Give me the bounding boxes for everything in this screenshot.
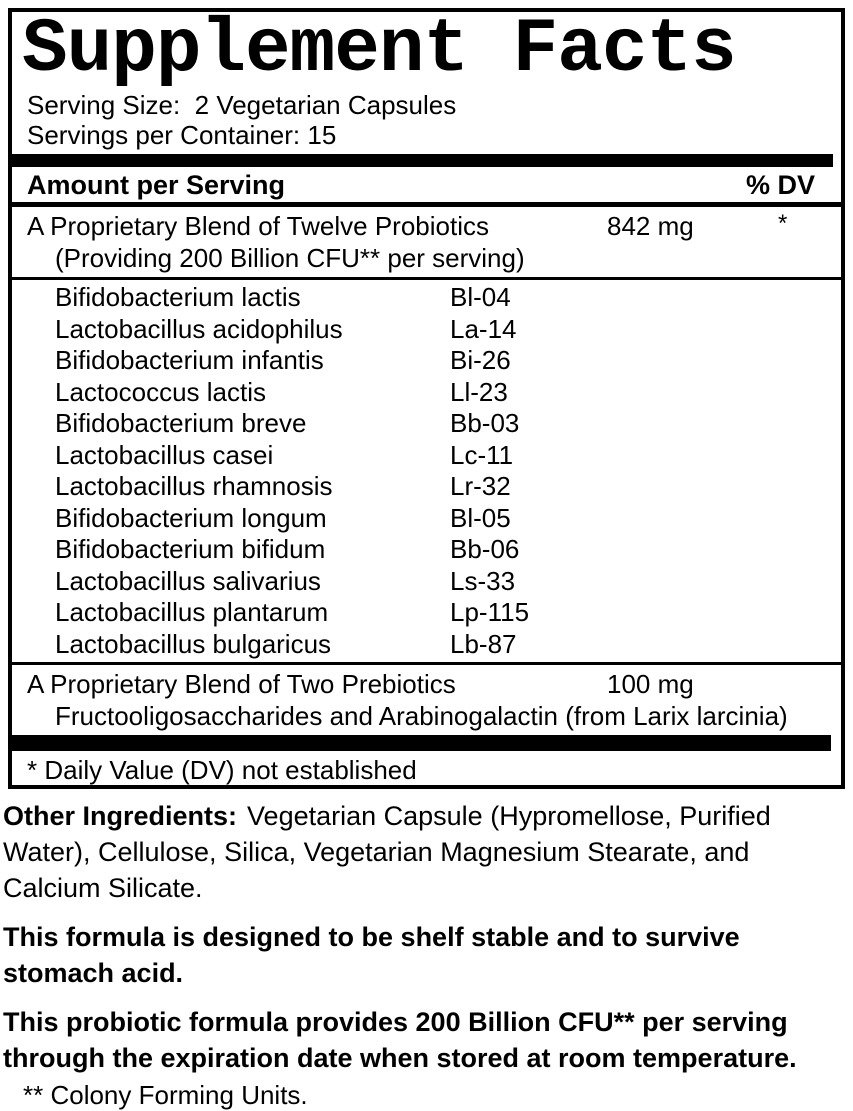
strain-row	[12, 629, 841, 661]
strain-code: Bl-05	[450, 502, 511, 533]
strain-code: Lc-11	[450, 439, 514, 470]
serving-size: Serving Size: 2 Vegetarian Capsules	[27, 90, 457, 120]
strain-row	[12, 408, 841, 440]
strain-name: Lactococcus lactis	[55, 376, 266, 407]
strain-name: Lactobacillus plantarum	[55, 597, 329, 627]
other-ingredients-text: Vegetarian Capsule (Hypromellose, Purified Water), Cellulose, Silica, Vegetarian Magnesium Stearate, and Calcium Silicate.	[3, 801, 771, 903]
probiotic-blend-name: A Proprietary Blend of Twelve Probiotics	[27, 211, 489, 241]
strain-code: Bb-03	[450, 408, 520, 438]
below-panel-text	[3, 798, 850, 1111]
prebiotic-blend-subtext: Fructooligosaccharides and Arabinogalactin (from Larix larcinia)	[55, 701, 788, 731]
strain-code: Bl-04	[450, 282, 511, 312]
strain-name: Bifidobacterium bifidum	[55, 534, 326, 564]
strain-name: Bifidobacterium breve	[55, 408, 307, 438]
strain-row	[12, 345, 841, 377]
percent-dv-header: % DV	[745, 170, 815, 200]
column-header-row	[12, 167, 841, 202]
probiotic-blend-row	[12, 207, 841, 241]
strain-code: La-14	[450, 313, 517, 344]
strain-name: Lactobacillus rhamnosis	[55, 471, 333, 501]
strain-code: Lp-115	[450, 597, 530, 627]
strain-name: Bifidobacterium infantis	[55, 345, 324, 375]
probiotic-blend-amount: 842 mg	[607, 211, 694, 241]
probiotic-blend-dv: *	[778, 210, 788, 237]
strain-row	[12, 314, 841, 346]
section-bar-bottom	[12, 735, 831, 751]
panel-title: Supplement Facts	[22, 8, 736, 93]
strain-name: Bifidobacterium longum	[55, 502, 327, 533]
strain-row	[12, 566, 841, 598]
section-bar-top	[12, 154, 833, 167]
prebiotic-blend-amount: 100 mg	[607, 669, 694, 699]
strain-code: Bi-26	[450, 345, 511, 375]
strain-row	[12, 471, 841, 503]
strain-list	[12, 280, 841, 662]
strain-name: Lactobacillus salivarius	[55, 565, 321, 596]
strain-name: Bifidobacterium lactis	[55, 282, 301, 312]
strain-row	[12, 503, 841, 535]
strain-row	[12, 534, 841, 566]
strain-code: Ll-23	[450, 376, 508, 407]
cfu-claim-note: This probiotic formula provides 200 Billion CFU** per serving through the expiration date when stored at room temperature.	[3, 1007, 797, 1073]
amount-per-serving-header: Amount per Serving	[27, 170, 286, 200]
other-ingredients	[3, 798, 850, 906]
strain-row	[12, 377, 841, 409]
strain-row	[12, 597, 841, 629]
prebiotic-blend-row	[12, 665, 841, 699]
supplement-facts-panel	[8, 8, 845, 789]
shelf-stable-note: This formula is designed to be shelf stable and to survive stomach acid.	[3, 922, 740, 988]
strain-code: Lr-32	[450, 471, 511, 501]
strain-name: Lactobacillus bulgaricus	[55, 628, 332, 659]
daily-value-footnote: * Daily Value (DV) not established	[27, 755, 417, 785]
strain-code: Bb-06	[450, 534, 520, 564]
strain-name: Lactobacillus casei	[55, 439, 274, 470]
strain-code: Ls-33	[450, 565, 516, 596]
probiotic-blend-subtext: (Providing 200 Billion CFU** per serving)	[55, 243, 525, 273]
strain-name: Lactobacillus acidophilus	[55, 313, 343, 344]
servings-per-container: Servings per Container: 15	[27, 120, 337, 150]
strain-code: Lb-87	[450, 628, 517, 659]
other-ingredients-label: Other Ingredients:	[3, 801, 238, 831]
cfu-definition-note: ** Colony Forming Units.	[23, 1080, 308, 1110]
prebiotic-blend-name: A Proprietary Blend of Two Prebiotics	[27, 669, 456, 699]
strain-row	[12, 440, 841, 472]
strain-row	[12, 282, 841, 314]
